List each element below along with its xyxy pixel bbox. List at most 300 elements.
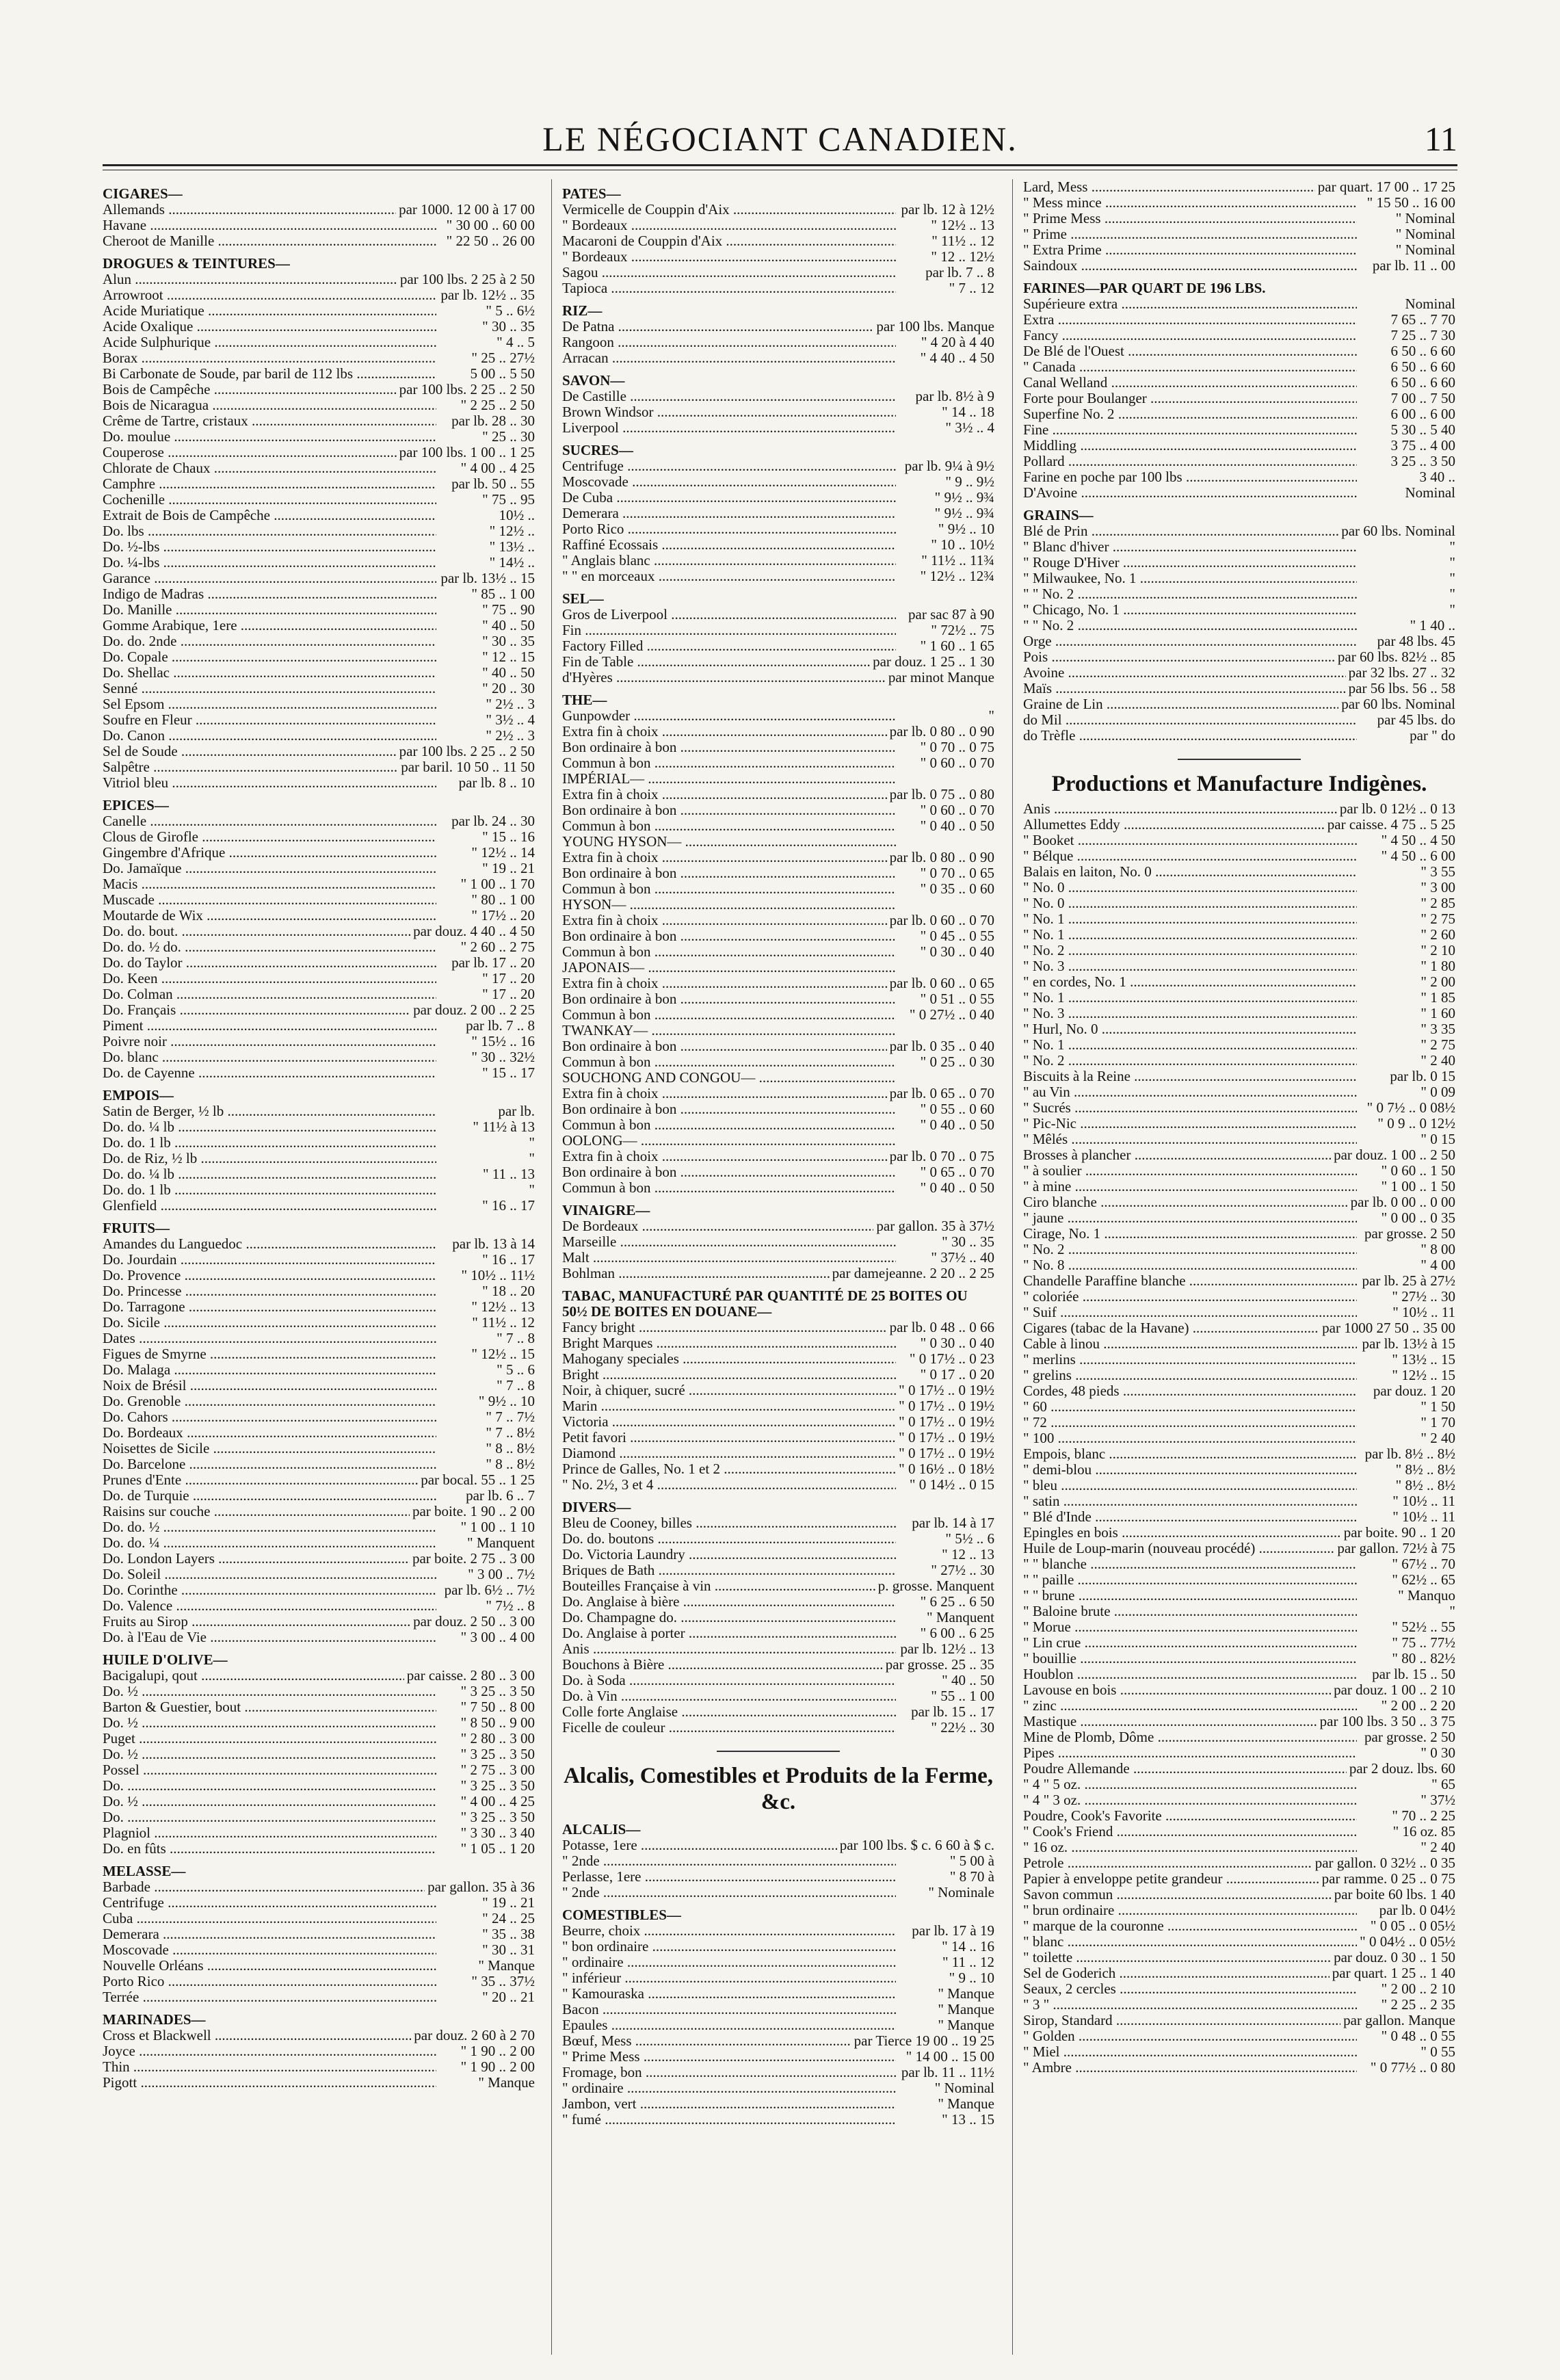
item-name: Demerara .....: [103, 1926, 436, 1942]
category-heading: MARINADES—: [103, 2011, 206, 2028]
item-name: Do. à l'Eau de Vie .....: [103, 1630, 436, 1645]
price-row: [562, 1610, 994, 1625]
item-price: " Manque: [938, 2095, 994, 2112]
price-row: [1023, 990, 1455, 1006]
price-row: [1023, 438, 1455, 454]
item-name: Do. .....: [103, 1809, 436, 1825]
item-price: " 7 50 .. 8 00: [460, 1699, 535, 1715]
item-name: Graine de Lin .....: [1023, 696, 1338, 712]
item-price: par lb. 12½ .. 13: [900, 1640, 994, 1657]
item-name: Potasse, 1ere .....: [562, 1838, 837, 1853]
price-row: [103, 1519, 535, 1535]
item-name: Moutarde de Wix .....: [103, 908, 436, 924]
price-row: [1023, 880, 1455, 895]
item-price: par boite. 90 .. 1 20: [1343, 1524, 1455, 1541]
price-row: [562, 319, 994, 335]
item-name: Petrole .....: [1023, 1855, 1312, 1871]
item-name: Glenfield .....: [103, 1198, 436, 1214]
price-row: [1023, 1210, 1455, 1226]
item-price: par douz. 1 20: [1373, 1383, 1455, 1399]
item-name: Bois de Campêche .....: [103, 382, 397, 397]
price-row: [103, 460, 535, 476]
item-name: " Hurl, No. 0 .....: [1023, 1021, 1357, 1037]
item-name: Havane .....: [103, 218, 436, 233]
price-row: [103, 492, 535, 508]
item-name: Clous de Girofle .....: [103, 829, 436, 845]
price-row: [1023, 1430, 1455, 1446]
item-price: " 5 .. 6½: [486, 302, 535, 319]
item-name: " Chicago, No. 1 .....: [1023, 602, 1357, 618]
price-row: [562, 1430, 994, 1446]
item-name: Satin de Berger, ½ lb .....: [103, 1103, 436, 1119]
category-heading: CIGARES—: [103, 185, 183, 202]
price-row: [1023, 469, 1455, 485]
item-name: Commun à bon .....: [562, 881, 896, 897]
price-row: [562, 1351, 994, 1367]
price-row: [1023, 586, 1455, 602]
item-name: Do. do. bout. .....: [103, 924, 410, 939]
item-price: " 2 00 .. 2 20: [1381, 1697, 1455, 1714]
item-price: 6 50 .. 6 60: [1390, 343, 1455, 359]
price-row: [103, 1002, 535, 1018]
price-row: [562, 897, 994, 913]
item-price: " 52½ .. 55: [1392, 1619, 1455, 1635]
item-name: Dates .....: [103, 1331, 436, 1346]
price-row: [562, 1266, 994, 1281]
item-name: " No. 2 .....: [1023, 1053, 1357, 1069]
price-row: [562, 755, 994, 771]
item-price: [896, 1133, 994, 1149]
price-row: [562, 2065, 994, 2080]
item-price: par baril. 10 50 .. 11 50: [401, 759, 535, 775]
price-row: [562, 1515, 994, 1531]
price-row: [103, 1551, 535, 1567]
price-row: [103, 350, 535, 366]
item-price: " 17½ .. 20: [471, 907, 535, 924]
item-name: Canelle .....: [103, 813, 436, 829]
item-name: Fruits au Sirop .....: [103, 1614, 410, 1630]
item-name: Jambon, vert .....: [562, 2096, 896, 2112]
price-row: [1023, 833, 1455, 848]
item-name: " Canada .....: [1023, 359, 1357, 375]
price-row: [562, 1562, 994, 1578]
item-price: " 75 .. 77½: [1392, 1634, 1455, 1651]
item-name: " Bordeaux .....: [562, 249, 896, 265]
item-name: Fine .....: [1023, 422, 1357, 438]
item-price: " 6 25 .. 6 50: [920, 1593, 994, 1610]
price-row: [562, 389, 994, 404]
item-price: 5 00 .. 5 50: [470, 365, 535, 382]
price-row: [562, 1970, 994, 1986]
item-name: Victoria .....: [562, 1414, 896, 1430]
item-name: Do. Canon .....: [103, 728, 436, 744]
item-name: IMPÉRIAL— .....: [562, 771, 896, 787]
item-price: 7 65 .. 7 70: [1390, 311, 1455, 328]
item-price: " 18 .. 20: [482, 1283, 535, 1299]
item-price: par ramme. 0 25 .. 0 75: [1321, 1870, 1455, 1887]
item-price: par damejeanne. 2 20 .. 2 25: [832, 1265, 994, 1281]
category-heading: COMESTIBLES—: [562, 1907, 681, 1923]
price-row: [1023, 2060, 1455, 2076]
item-name: Porto Rico .....: [103, 1974, 436, 1989]
category-heading: TABAC, MANUFACTURÉ PAR QUANTITÉ DE 25 BOITES OU 50½ DE BOITES EN DOUANE—: [562, 1287, 968, 1320]
price-row: [1023, 1446, 1455, 1462]
price-row: [1023, 1651, 1455, 1666]
price-row: [103, 476, 535, 492]
item-name: Commun à bon .....: [562, 818, 896, 834]
price-row: [562, 1320, 994, 1335]
item-name: Cochenille .....: [103, 492, 436, 508]
item-price: " 0 60 .. 0 70: [920, 802, 994, 818]
item-price: [896, 834, 994, 850]
item-price: " 2 10: [1420, 942, 1455, 958]
item-name: Gunpowder .....: [562, 708, 896, 724]
item-name: Do. do. ¼ .....: [103, 1535, 436, 1551]
item-price: ": [529, 1181, 535, 1198]
item-price: " 0 45 .. 0 55: [920, 928, 994, 944]
price-row: [1023, 359, 1455, 375]
item-name: Gomme Arabique, 1ere .....: [103, 618, 436, 633]
price-row: [562, 1720, 994, 1736]
price-row: [103, 1762, 535, 1778]
item-price: " 17 .. 20: [482, 970, 535, 986]
item-name: Bon ordinaire à bon .....: [562, 1164, 896, 1180]
price-row: [1023, 1934, 1455, 1950]
item-price: " 17 .. 20: [482, 986, 535, 1002]
item-price: par lb. 0 48 .. 0 66: [889, 1319, 994, 1335]
item-name: Seaux, 2 cercles .....: [1023, 1981, 1357, 1997]
price-row: [1023, 1572, 1455, 1588]
item-price: " 40 .. 50: [482, 664, 535, 681]
price-row: [1023, 1745, 1455, 1761]
price-row: [103, 633, 535, 649]
item-name: " 2nde .....: [562, 1885, 896, 1900]
item-price: par gallon. 35 à 37½: [876, 1218, 994, 1234]
item-price: " 0 55: [1420, 2043, 1455, 2060]
price-row: [1023, 195, 1455, 211]
item-name: Acide Sulphurique .....: [103, 335, 436, 350]
category-heading: HUILE D'OLIVE—: [103, 1651, 228, 1668]
price-row: [562, 2033, 994, 2049]
item-price: par 100 lbs. 2 25 à 2 50: [399, 271, 535, 287]
price-row: [103, 1731, 535, 1747]
price-row: [103, 1747, 535, 1762]
price-row: [1023, 1666, 1455, 1682]
item-price: " 2 40: [1420, 1430, 1455, 1446]
price-row: [103, 1135, 535, 1151]
item-price: par lb. 17 à 19: [912, 1922, 994, 1939]
price-row: [103, 397, 535, 413]
item-price: " Nominal: [934, 2080, 994, 2096]
price-row: [103, 1065, 535, 1081]
price-row: [1023, 1305, 1455, 1320]
item-name: Do. Barcelone .....: [103, 1456, 436, 1472]
item-name: " " blanche .....: [1023, 1556, 1357, 1572]
price-row: [562, 670, 994, 685]
item-price: " 2 00 .. 2 10: [1381, 1980, 1455, 1997]
item-price: par quart. 1 25 .. 1 40: [1332, 1965, 1455, 1981]
item-price: " 10½ .. 11: [1392, 1304, 1455, 1320]
item-price: par lb. 11 .. 11½: [901, 2064, 994, 2080]
price-row: [562, 537, 994, 553]
item-price: " 2 75: [1420, 911, 1455, 927]
price-row: [1023, 728, 1455, 744]
price-row: [103, 1378, 535, 1394]
item-price: " 4 00 .. 4 25: [460, 460, 535, 476]
item-price: " 2 40: [1420, 1839, 1455, 1855]
price-row: [562, 1885, 994, 1900]
item-price: " 0 17½ .. 0 19½: [899, 1445, 994, 1461]
item-price: " 4 00: [1420, 1257, 1455, 1273]
item-price: par lb. 24 .. 30: [451, 813, 535, 829]
item-name: Do. Copale .....: [103, 649, 436, 665]
price-row: [103, 1166, 535, 1182]
item-price: " 0 25 .. 0 30: [920, 1054, 994, 1070]
price-row: [1023, 328, 1455, 343]
price-row: [103, 2075, 535, 2091]
item-name: " Milwaukee, No. 1 .....: [1023, 571, 1357, 586]
price-row: [1023, 864, 1455, 880]
price-row: [562, 834, 994, 850]
item-price: " 6 00 .. 6 25: [920, 1625, 994, 1641]
price-row: [103, 1103, 535, 1119]
item-price: [896, 897, 994, 913]
item-name: Soufre en Fleur .....: [103, 712, 436, 728]
item-name: " en cordes, No. 1 .....: [1023, 974, 1357, 990]
item-price: ": [988, 707, 994, 724]
price-row: [1023, 1525, 1455, 1541]
item-price: par lb. 0 80 .. 0 90: [889, 849, 994, 865]
price-row: [562, 335, 994, 350]
item-name: Commun à bon .....: [562, 1117, 896, 1133]
price-row: [103, 939, 535, 955]
price-row: [1023, 1194, 1455, 1210]
item-price: " 2 60: [1420, 926, 1455, 943]
price-row: [562, 1218, 994, 1234]
item-name: Noix de Brésil .....: [103, 1378, 436, 1394]
item-price: " 12½ ..: [489, 523, 535, 539]
item-name: Do. Tarragone .....: [103, 1299, 436, 1315]
item-price: par lb. 13½ .. 15: [440, 570, 535, 586]
item-price: par gallon. 35 à 36: [427, 1879, 535, 1895]
item-price: ": [1449, 601, 1455, 618]
item-price: " 14½ ..: [489, 554, 535, 571]
item-name: Do. de Riz, ½ lb .....: [103, 1151, 436, 1166]
item-name: " Blanc d'hiver .....: [1023, 539, 1357, 555]
item-name: Do. Jourdain .....: [103, 1252, 436, 1268]
price-row: [562, 976, 994, 991]
price-row: [562, 1594, 994, 1610]
price-row: [1023, 571, 1455, 586]
item-price: " 72½ .. 75: [931, 622, 994, 638]
item-price: " 14 00 .. 15 00: [905, 2048, 994, 2065]
price-row: [103, 1535, 535, 1551]
item-name: Bacon .....: [562, 2002, 896, 2017]
item-price: " 4 20 à 4 40: [921, 334, 994, 350]
item-price: par lb. 11 .. 00: [1372, 257, 1455, 274]
price-row: [103, 1394, 535, 1409]
section-title: Productions et Manufacture Indigènes.: [1051, 772, 1427, 796]
item-name: Do. moulue .....: [103, 429, 436, 445]
item-price: par douz. 1 00 .. 2 10: [1334, 1682, 1455, 1698]
category-heading: ALCALIS—: [562, 1821, 641, 1838]
item-price: " Manque: [938, 1985, 994, 2002]
column-separator: [551, 179, 552, 2355]
item-name: Commun à bon .....: [562, 1180, 896, 1196]
price-row: [562, 623, 994, 638]
item-price: 3 25 .. 3 50: [1390, 453, 1455, 469]
item-name: " No. 1 .....: [1023, 1037, 1357, 1053]
item-name: " ordinaire .....: [562, 1954, 896, 1970]
price-row: [562, 1688, 994, 1704]
column-separator: [1012, 179, 1013, 2355]
price-row: [1023, 801, 1455, 817]
item-price: par lb. 8½ à 9: [915, 388, 994, 404]
price-row: [103, 1668, 535, 1684]
item-price: [896, 1023, 994, 1038]
price-row: [1023, 958, 1455, 974]
item-price: " 2 25 .. 2 35: [1381, 1996, 1455, 2013]
price-row: [1023, 1320, 1455, 1336]
price-row: [103, 366, 535, 382]
item-name: Bouteilles Française à vin .....: [562, 1578, 875, 1594]
item-price: " 16 .. 17: [482, 1197, 535, 1214]
item-price: " 30 .. 35: [482, 633, 535, 649]
item-name: Extra fin à choix .....: [562, 976, 887, 991]
item-price: " 15 .. 17: [482, 1064, 535, 1081]
item-price: " 11 .. 12: [942, 1954, 994, 1970]
price-row: [103, 1715, 535, 1731]
item-price: 10½ ..: [499, 507, 535, 523]
item-price: par lb. 14 à 17: [912, 1515, 994, 1531]
item-name: Do. Keen .....: [103, 971, 436, 986]
item-name: " No. 1 .....: [1023, 927, 1357, 943]
price-row: [103, 2028, 535, 2043]
item-name: Allemands .....: [103, 202, 396, 218]
item-price: " 0 51 .. 0 55: [920, 991, 994, 1007]
item-price: " 0 17½ .. 0 19½: [899, 1429, 994, 1446]
item-name: Superfine No. 2 .....: [1023, 406, 1357, 422]
item-price: " 13½ .. 15: [1392, 1351, 1455, 1368]
item-price: " Manque: [938, 2001, 994, 2017]
item-name: Ciro blanche .....: [1023, 1194, 1348, 1210]
item-name: Farine en poche par 100 lbs .....: [1023, 469, 1357, 485]
item-price: " 19 .. 21: [482, 860, 535, 876]
item-name: Couperose .....: [103, 445, 397, 460]
item-price: par minot Manque: [888, 669, 994, 685]
item-name: Bohlman .....: [562, 1266, 830, 1281]
price-row: [1023, 1761, 1455, 1777]
category-heading: THE—: [562, 692, 607, 708]
item-name: Anis .....: [1023, 801, 1337, 817]
item-price: " Manque: [478, 2074, 535, 2091]
price-row: [103, 523, 535, 539]
item-name: Biscuits à la Reine .....: [1023, 1069, 1357, 1084]
price-row: [562, 1117, 994, 1133]
item-name: " Rouge D'Hiver .....: [1023, 555, 1357, 571]
item-name: " demi-blou .....: [1023, 1462, 1357, 1478]
item-name: Piment .....: [103, 1018, 436, 1034]
item-name: Tapioca .....: [562, 280, 896, 296]
item-name: Gingembre d'Afrique .....: [103, 845, 436, 861]
price-row: [103, 908, 535, 924]
item-name: Do. Colman .....: [103, 986, 436, 1002]
item-price: ": [1449, 1603, 1455, 1619]
item-price: " 40 .. 50: [942, 1672, 994, 1688]
category-heading: MELASSE—: [103, 1863, 186, 1879]
price-row: [103, 586, 535, 602]
category-heading: SUCRES—: [562, 442, 633, 458]
price-row: [1023, 1100, 1455, 1116]
price-row: [1023, 1840, 1455, 1855]
price-row: [1023, 1824, 1455, 1840]
price-row: [1023, 1021, 1455, 1037]
item-price: par douz. 4 40 .. 4 50: [413, 923, 535, 939]
item-price: " 37½ .. 40: [931, 1249, 994, 1266]
price-row: [1023, 226, 1455, 242]
item-price: Nominal: [1405, 296, 1455, 312]
price-row: [562, 1133, 994, 1149]
item-price: " 10 .. 10½: [931, 536, 994, 553]
item-price: " 0 04½ .. 0 05½: [1360, 1933, 1455, 1950]
price-row: [103, 1018, 535, 1034]
price-row: [562, 490, 994, 506]
price-row: [562, 1869, 994, 1885]
item-price: par lb. 17 .. 20: [451, 954, 535, 971]
item-price: par gallon. 72½ à 75: [1337, 1540, 1455, 1556]
item-name: Perlasse, 1ere .....: [562, 1869, 896, 1885]
item-name: Bleu de Cooney, billes .....: [562, 1515, 896, 1531]
item-name: Do. do. boutons .....: [562, 1531, 896, 1547]
item-price: ": [529, 1134, 535, 1151]
item-price: par lb. 0 60 .. 0 70: [889, 912, 994, 928]
price-row: [1023, 1147, 1455, 1163]
price-row: [103, 681, 535, 696]
item-name: Do. ½-lbs .....: [103, 539, 436, 555]
item-price: " 0 27½ .. 0 40: [909, 1006, 994, 1023]
item-price: " 15 50 .. 16 00: [1366, 194, 1455, 211]
item-price: " 2 80 .. 3 00: [460, 1730, 535, 1747]
item-name: " Mêlés .....: [1023, 1132, 1357, 1147]
price-row: [562, 1234, 994, 1250]
category-heading: FARINES—PAR QUART DE 196 LBS.: [1023, 280, 1266, 296]
price-row: [562, 1250, 994, 1266]
item-name: Malt .....: [562, 1250, 896, 1266]
item-name: Terrée .....: [103, 1989, 436, 2005]
price-row: [1023, 1493, 1455, 1509]
price-row: [103, 665, 535, 681]
item-price: " 5 00 à: [949, 1853, 994, 1869]
item-price: " 12 .. 13: [942, 1546, 994, 1562]
price-row: [103, 1315, 535, 1331]
price-row: [1023, 1006, 1455, 1021]
item-name: Pollard .....: [1023, 454, 1357, 469]
item-name: " Extra Prime .....: [1023, 242, 1357, 258]
price-row: [103, 1699, 535, 1715]
item-price: " 0 40 .. 0 50: [920, 1116, 994, 1133]
price-row: [562, 350, 994, 366]
item-price: " 0 15: [1420, 1131, 1455, 1147]
item-name: Alun .....: [103, 272, 397, 287]
item-name: " brun ordinaire .....: [1023, 1902, 1357, 1918]
item-price: " 80 .. 82½: [1392, 1650, 1455, 1666]
item-price: " 0 48 .. 0 55: [1381, 2028, 1455, 2044]
price-row: [103, 1567, 535, 1582]
item-price: " 7 .. 12: [949, 280, 994, 296]
item-price: " 20 .. 21: [482, 1989, 535, 2005]
item-price: " 1 50: [1420, 1398, 1455, 1415]
price-row: [562, 1625, 994, 1641]
